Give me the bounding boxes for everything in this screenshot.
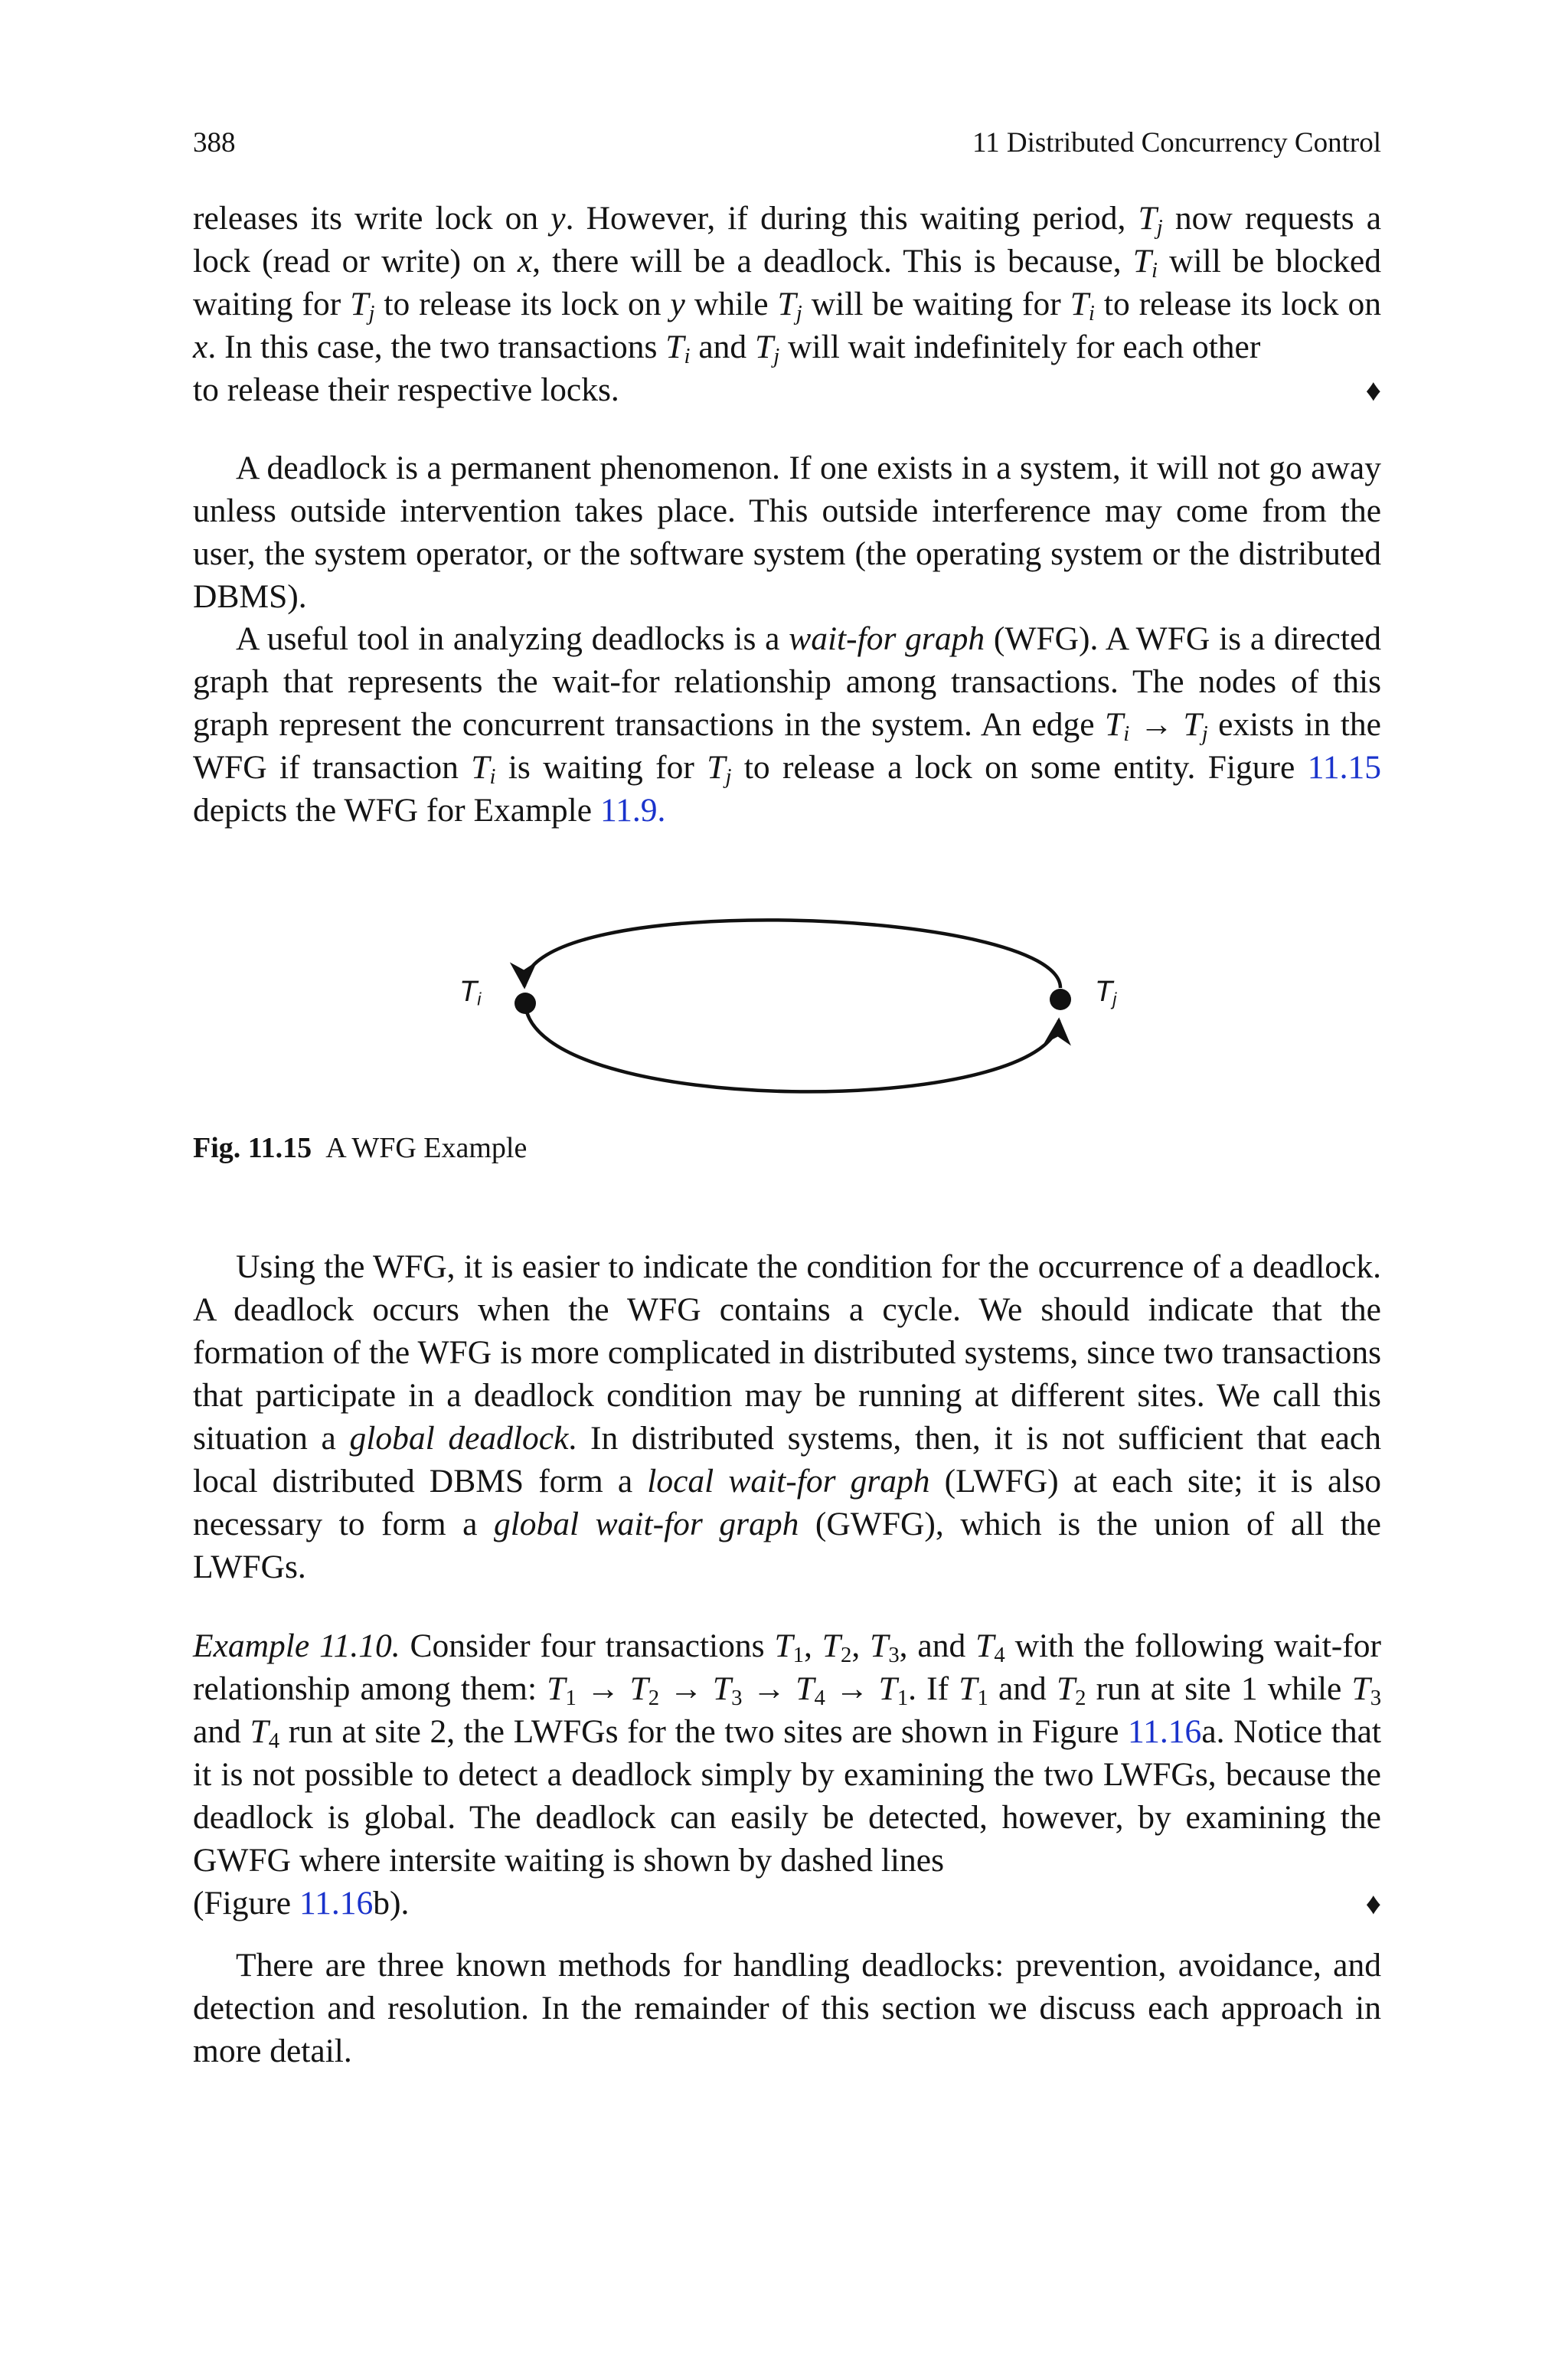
- figure-reference-link[interactable]: 11.16: [1128, 1713, 1202, 1750]
- node-label-tj: $T_j$: [1095, 976, 1117, 1009]
- paragraph-wfg-definition: A useful tool in analyzing deadlocks is a wait-for graph (WFG). A WFG is a directed graph that represents the wait-for relationship among transactions. The nodes of this graph represent the concurrent transactions in the system. An edge $T_i \to T_j$ exists in the WFG if transaction $T_i$ is waiting for $T_j$ to release a lock on some entity. Figure 11.15 depicts the WFG for Example 11.9.: [193, 620, 1381, 829]
- example-reference-link[interactable]: 11.9.: [599, 792, 666, 829]
- running-head: 11 Distributed Concurrency Control: [972, 127, 1381, 159]
- figure-caption: [193, 1129, 527, 1167]
- node-ti: [514, 993, 536, 1014]
- page-header: [193, 124, 1381, 162]
- paragraph-global-deadlock: Using the WFG, it is easier to indicate the condition for the occurrence of a deadlock. A deadlock occurs when the WFG contains a cycle. We should indicate that the formation of the WFG is more complicated in distributed systems, since two transactions that participate in a deadlock condition may be running at different sites. We call this situation a global deadlock. In distributed systems, then, it is not sufficient that each local distributed DBMS form a local wait-for graph (LWFG) at each site; it is also necessary to form a global wait-for graph (GWFG), which is the union of all the LWFGs.: [193, 1248, 1382, 1585]
- example-heading: Example 11.10.: [193, 1627, 400, 1664]
- node-tj: [1050, 989, 1071, 1010]
- example-end-diamond-icon: ♦: [1365, 1886, 1381, 1921]
- paragraph-example-11-10: Example 11.10. Consider four transactions $T_1$, $T_2$, $T_3$, and $T_4$ with the following wait-for relationship among them: $T_1 \to T_2 \to T_3 \to T_4 \to T_1$. If $T_1$ and $T_2$ run at site 1 while $T_3$ and $T_4$ run at site 2, the LWFGs for the two sites are shown in Figure 11.16a. Notice that it is not possible to detect a deadlock simply by examining the two LWFGs, because the deadlock is global. The deadlock can easily be detected, however, by examining the GWFG where intersite waiting is shown by dashed lines (Figure 11.16b). ♦: [193, 1624, 1381, 1925]
- wfg-diagram: [429, 888, 1118, 1118]
- paragraph-handling-methods: There are three known methods for handling deadlocks: prevention, avoidance, and detection and resolution. In the remainder of this section we discuss each approach in more detail.: [193, 1947, 1381, 2069]
- page-number: 388: [193, 127, 236, 159]
- caption-number: Fig. 11.15: [193, 1132, 312, 1164]
- figure-reference-link[interactable]: 11.15: [1307, 749, 1381, 786]
- paragraph-deadlock-definition: A deadlock is a permanent phenomenon. If one exists in a system, it will not go away unless outside intervention takes place. This outside interference may come from the user, the system operator, or the software system (the operating system or the distributed DBMS).: [193, 450, 1381, 615]
- paragraph-continuation: releases its write lock on y. However, if during this waiting period, $T_j$ now requests a lock (read or write) on x, there will be a deadlock. This is because, $T_i$ will be blocked waiting for $T_j$ to release its lock on y while $T_j$ will be waiting for $T_i$ to release its lock on x. In this case, the two transactions $T_i$ and $T_j$ will wait indefinitely for each other to release their respective locks. ♦: [193, 197, 1381, 412]
- example-end-diamond-icon: ♦: [1365, 373, 1381, 407]
- edge-ti-to-tj: [525, 1003, 1059, 1091]
- node-label-ti: $T_i$: [459, 976, 482, 1009]
- figure-reference-link[interactable]: 11.16: [299, 1885, 374, 1922]
- caption-text: A WFG Example: [325, 1132, 528, 1164]
- wfg-figure: [429, 888, 1118, 1118]
- edge-tj-to-ti: [524, 920, 1060, 988]
